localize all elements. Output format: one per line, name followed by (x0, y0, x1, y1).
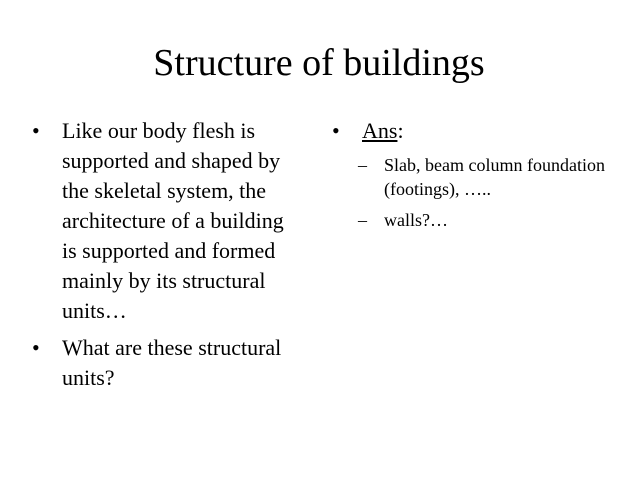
dash-marker: – (358, 155, 367, 175)
sub-bullet-text: walls?… (384, 210, 448, 230)
left-column (26, 116, 296, 400)
right-column (326, 116, 616, 239)
bullet-marker: • (32, 335, 40, 360)
bullet-text: What are these structural units? (62, 335, 282, 390)
slide-title: Structure of buildings (153, 42, 485, 84)
sub-bullet-item (326, 208, 616, 232)
bullet-marker: • (332, 118, 340, 143)
sub-bullet-item (326, 153, 616, 201)
bullet-item (326, 116, 616, 146)
bullet-item (26, 116, 296, 326)
sub-bullet-text: Slab, beam column foundation (footings), ….. (384, 155, 605, 199)
answer-label: Ans (362, 118, 398, 143)
bullet-marker: • (32, 118, 40, 143)
bullet-item (26, 333, 296, 393)
bullet-text: Like our body flesh is supported and shaped by the skeletal system, the architecture of a building is supported and formed mainly by its structural units… (62, 118, 284, 323)
dash-marker: – (358, 210, 367, 230)
answer-colon: : (397, 118, 404, 143)
